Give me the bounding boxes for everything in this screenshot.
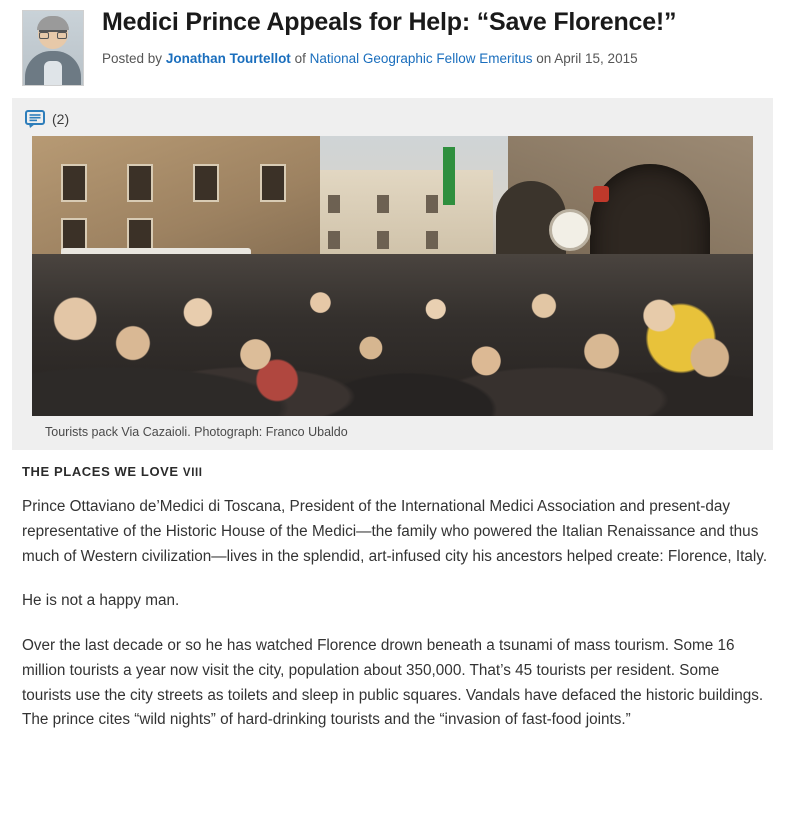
kicker-text: THE PLACES WE LOVE <box>22 464 179 479</box>
header-text <box>102 8 771 68</box>
photo-caption: Tourists pack Via Cazaioli. Photograph: Franco Ubaldo <box>45 425 348 439</box>
page-title: Medici Prince Appeals for Help: “Save Florence!” <box>102 8 677 36</box>
photo-green-banner <box>443 147 455 205</box>
article-photo <box>32 136 753 416</box>
byline <box>102 50 771 69</box>
avatar-glasses-shape <box>39 30 67 38</box>
article-kicker <box>22 464 771 479</box>
byline-posted-by-label: Posted by <box>102 50 163 66</box>
byline-date: April 15, 2015 <box>554 50 638 66</box>
byline-author-link[interactable]: Jonathan Tourtellot <box>165 50 291 66</box>
post-header <box>0 0 785 92</box>
comment-icon[interactable] <box>25 110 45 128</box>
paragraph: He is not a happy man. <box>22 592 180 610</box>
kicker-numeral: VIII <box>182 467 203 479</box>
photo-red-sign <box>593 186 609 202</box>
photo-crowd <box>32 254 753 416</box>
comment-row[interactable] <box>12 108 773 136</box>
photo-round-sign <box>549 209 591 251</box>
byline-on-label: on <box>536 50 552 66</box>
figure-block <box>12 98 773 450</box>
avatar-hair-shape <box>37 16 69 30</box>
comment-count[interactable]: (2) <box>52 111 70 127</box>
paragraph: Over the last decade or so he has watched Florence drown beneath a tsunami of mass tourism. Some 16 million tourists a year now visit the city, population about 350,000. That’s 45 tourists per resident. Some tourists use the city streets as toilets and sleep in public squares. Vandals have defaced the historic buildings. The prince cites “wild nights” of hard-drinking tourists and the “invasion of fast-food joints.” <box>22 637 764 729</box>
byline-organization-link[interactable]: National Geographic Fellow Emeritus <box>309 50 533 66</box>
avatar-shirt-shape <box>44 61 62 85</box>
byline-of-label: of <box>294 50 306 66</box>
article-body <box>0 450 785 733</box>
paragraph: Prince Ottaviano de’Medici di Toscana, President of the International Medici Association and present-day representative of the Historic House of the Medici—the family who powered the Italian Renaissance and thus much of Western civilization—lives in the splendid, art-infused city his ancestors helped create: Florence, Italy. <box>22 498 768 565</box>
avatar <box>22 10 84 86</box>
